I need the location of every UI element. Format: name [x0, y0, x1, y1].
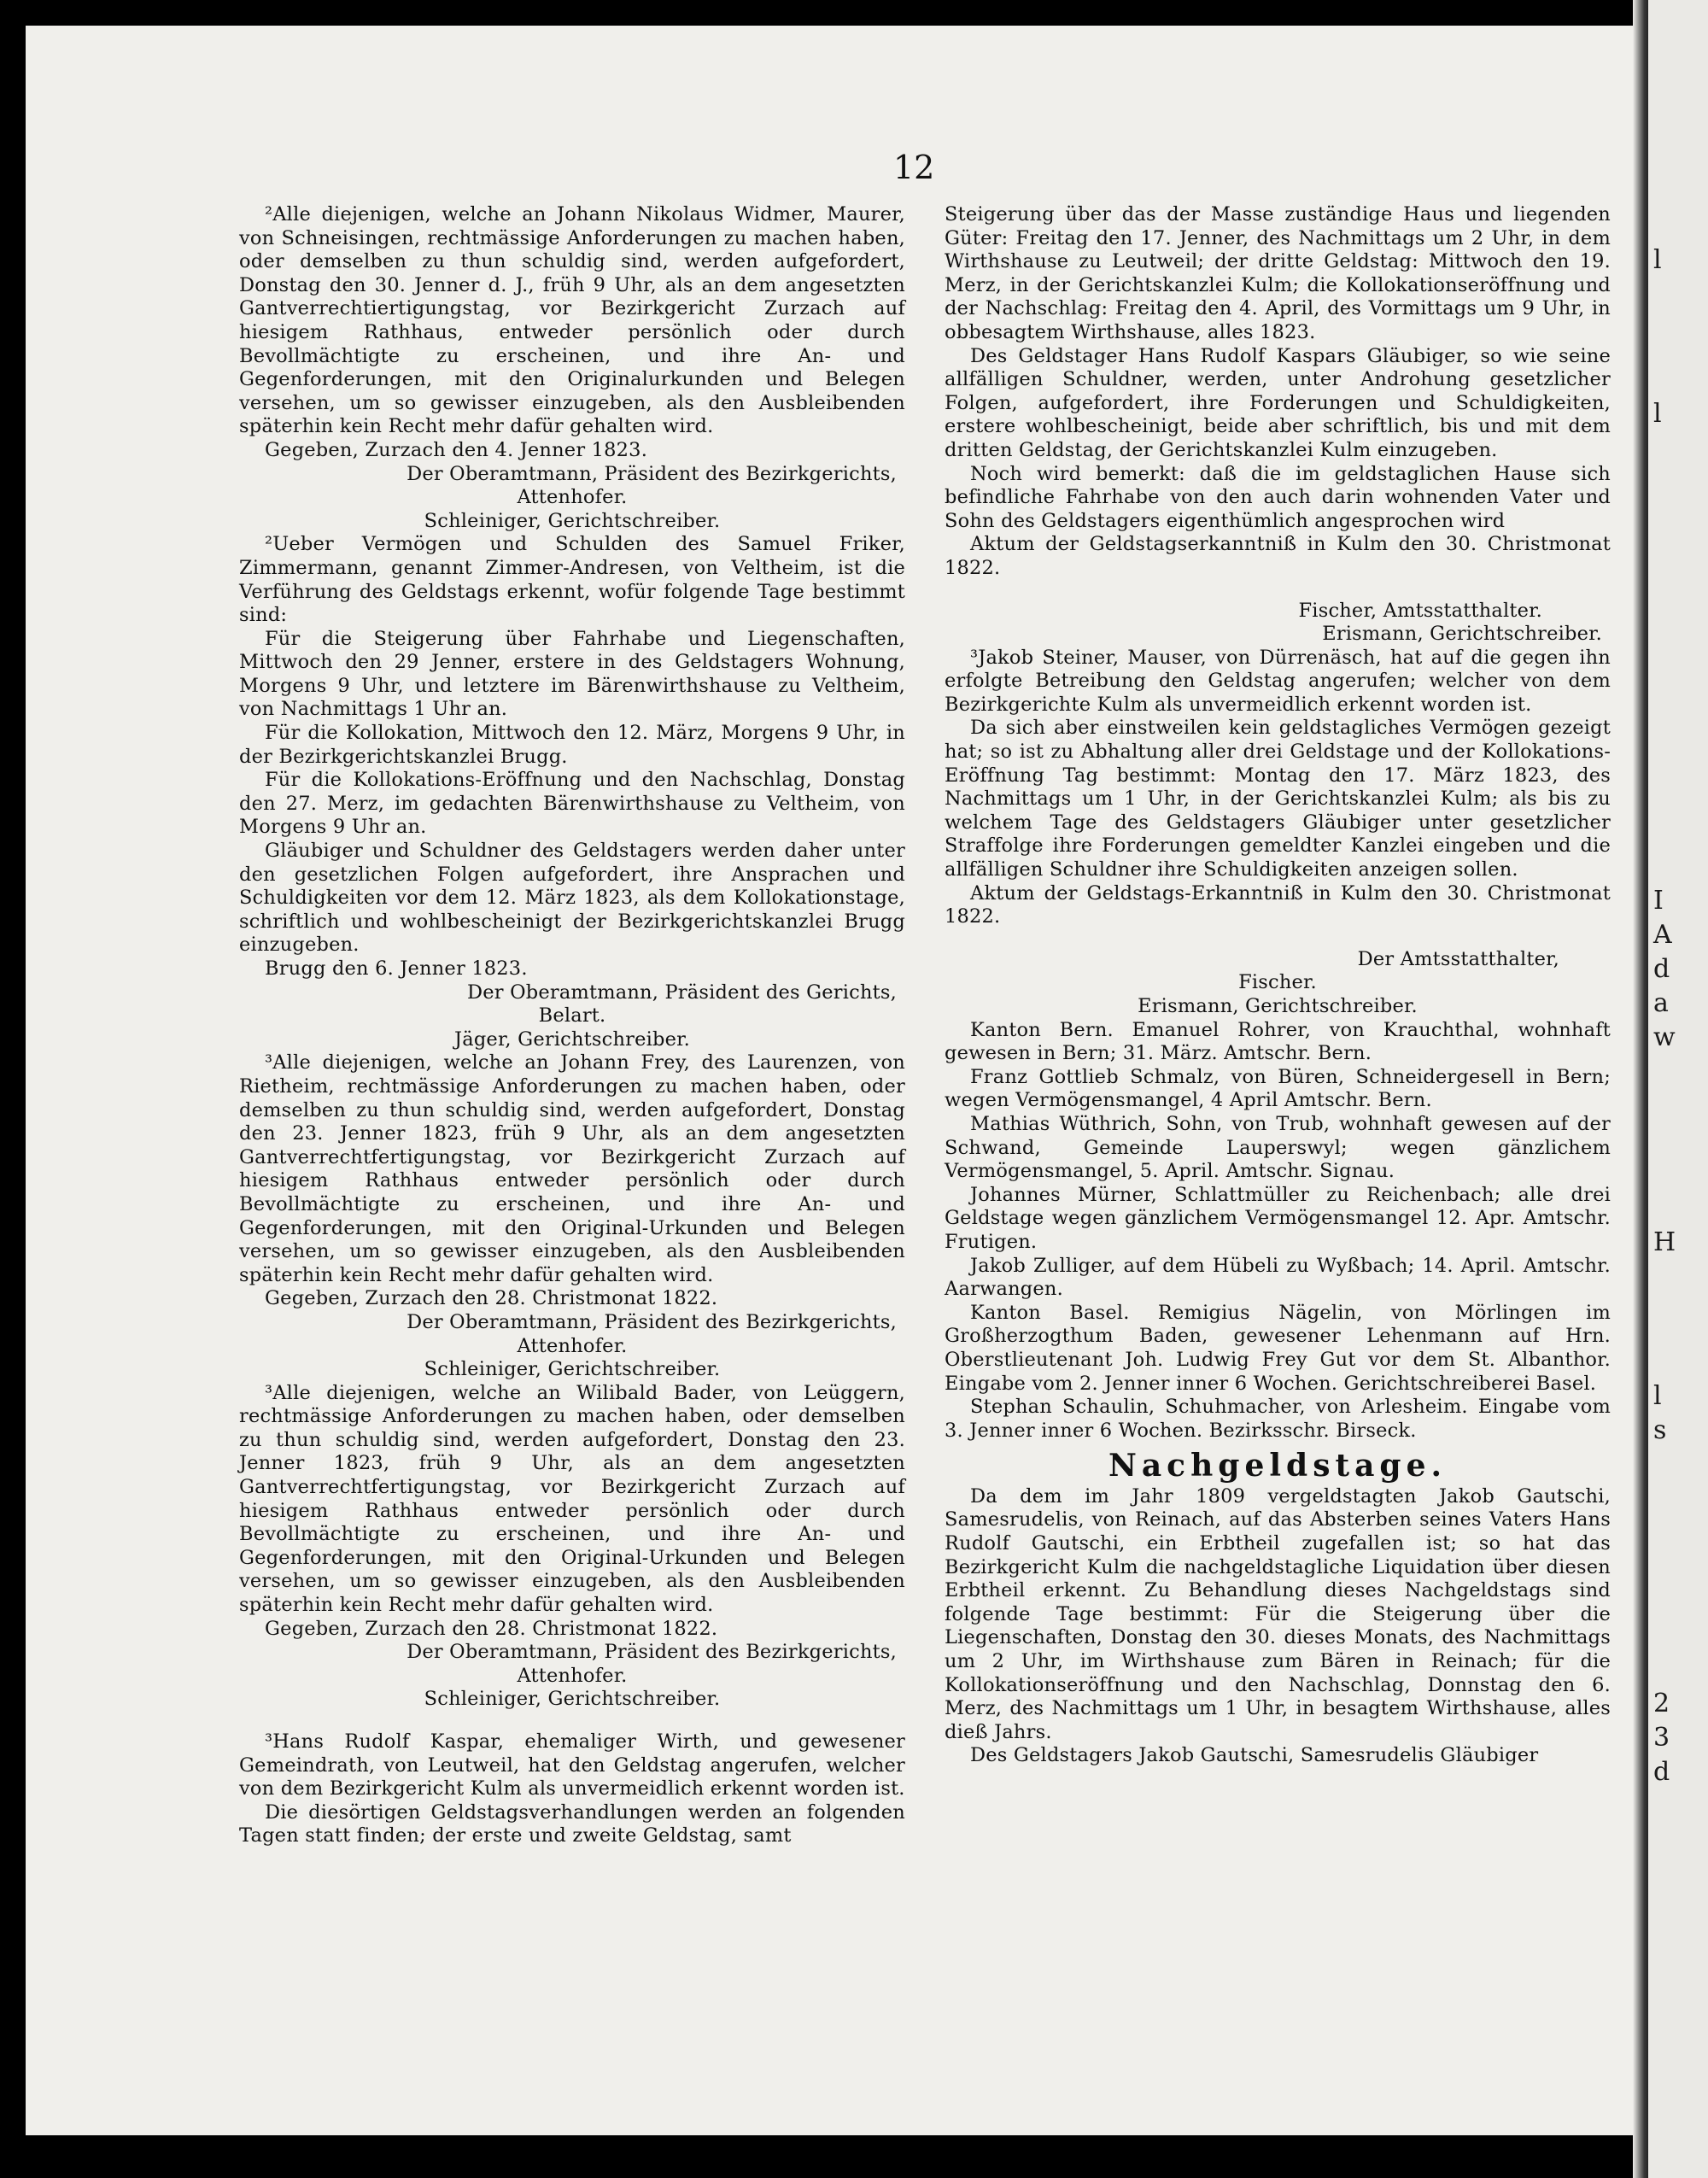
notice-friker: ²Ueber Vermögen und Schulden des Samuel Friker, Zimmermann, genannt Zimmer-Andresen, von Veltheim, ist die Verführung des Geldstags erkennt, wofür folgende Tage bestimmt sind: [239, 533, 905, 627]
signature-clerk: Schleiniger, Gerichtschreiber. [424, 1688, 721, 1711]
newspaper-page [26, 26, 1648, 2135]
notice-paragraph: Des Geldstager Hans Rudolf Kaspars Gläubiger, so wie seine allfälligen Schuldner, werden, unter Androhung gesetzlicher Folgen, aufgefordert, ihre Forderungen und Schuldigkeiten, erstere wohlbescheinigt, beide aber schriftlich, bis und mit dem dritten Geldstag, der Gerichtskanzlei Kulm einzugeben. [945, 344, 1611, 461]
signature-clerk: Schleiniger, Gerichtschreiber. [424, 1358, 721, 1381]
signature-name: Fischer, Amtsstatthalter. [1298, 599, 1542, 622]
notice-widmer: ²Alle diejenigen, welche an Johann Nikolaus Widmer, Maurer, von Schneisingen, rechtmässige Anforderungen zu machen haben, oder demselben zu thun schuldig sind, werden aufgefordert, Donstag den 30. Jenner d. J., früh 9 Uhr, als an dem angesetzten Gantverrechtiertigungstag, vor Bezirkgericht Zurzach auf hiesigem Rathhaus, entweder persönlich oder durch Bevollmächtigte zu erscheinen, und ihre An- und Gegenforderungen, mit den Originalurkunden und Belegen versehen, um so gewisser einzugeben, als den Ausbleibenden späterhin kein Recht mehr dafür gehalten wird. [239, 203, 905, 438]
signature-clerk: Schleiniger, Gerichtschreiber. [424, 509, 721, 532]
bern-entry: Kanton Bern. Emanuel Rohrer, von Krauchthal, wohnhaft gewesen in Bern; 31. März. Amtschr. Bern. [945, 1018, 1611, 1065]
notice-paragraph: Für die Kollokation, Mittwoch den 12. März, Morgens 9 Uhr, in der Bezirkgerichtskanzlei Brugg. [239, 722, 905, 768]
signature-title: Der Oberamtmann, Präsident des Bezirkgerichts, [407, 1641, 897, 1664]
notice-frey: ³Alle diejenigen, welche an Johann Frey, des Laurenzen, von Rietheim, rechtmässige Anforderungen zu machen haben, oder demselben zu thun schuldig sind, werden aufgefordert, Donstag den 23. Jenner 1823, früh 9 Uhr, als an dem angesetzten Gantverrechtfertigungstag, vor Bezirkgericht Zurzach auf hiesigem Rathhaus entweder persönlich oder durch Bevollmächtigte zu erscheinen, und ihre An- und Gegenforderungen, mit den Original-Urkunden und Belegen versehen, um so gewisser einzugeben, als den Ausbleibenden späterhin kein Recht mehr dafür gehalten wird. [239, 1051, 905, 1286]
section-heading: Nachgeldstage. [1108, 1448, 1448, 1484]
signature-name: Fischer. [1238, 971, 1317, 994]
basel-entry: Kanton Basel. Remigius Nägelin, von Mörlingen im Großherzogthum Baden, gewesener Lehenmann auf Hrn. Oberstlieutenant Joh. Ludwig Frey Gut vor dem St. Albanthor. Eingabe vom 2. Jenner inner 6 Wochen. Gerichtschreiberei Basel. [945, 1301, 1611, 1395]
notice-gautschi: Da dem im Jahr 1809 vergeldstagten Jakob Gautschi, Samesrudelis, von Reinach, auf das Absterben seines Vaters Hans Rudolf Gautschi, ein Erbtheil zugefallen ist; so hat das Bezirkgericht Kulm die nachgeldstagliche Liquidation über diesen Erbtheil erkennt. Zu Behandlung dieses Nachgeldstags sind folgende Tage bestimmt: Für die Steigerung über die Liegenschaften, Donstag den 30. dieses Monats, des Nachmittags um 2 Uhr, im Wirthshause zum Bären in Reinach; für die Kollokationseröffnung und den Nachschlag, Donnstag den 6. Merz, des Nachmittags um 1 Uhr, in besagtem Wirthshause, alles dieß Jahrs. [945, 1484, 1611, 1743]
page-number: 12 [893, 149, 935, 186]
signature-title: Der Oberamtmann, Präsident des Gerichts, [467, 981, 897, 1004]
notice-dateline: Aktum der Geldstagserkanntniß in Kulm den 30. Christmonat 1822. [945, 533, 1611, 579]
signature-title: Der Amtsstatthalter, [1357, 947, 1559, 970]
signature-clerk: Jäger, Gerichtschreiber. [454, 1028, 690, 1051]
notice-dateline: Aktum der Geldstags-Erkanntniß in Kulm den 30. Christmonat 1822. [945, 881, 1611, 928]
notice-kaspar-continued: Steigerung über das der Masse zuständige Haus und liegenden Güter: Freitag den 17. Jenner, des Nachmittags um 2 Uhr, in dem Wirthshause zu Leutweil; der dritte Geldstag: Mittwoch den 19. Merz, in der Gerichtskanzlei Kulm; die Kollokationseröffnung und der Nachschlag: Freitag den 4. April, des Vormittags um 9 Uhr, in obbesagtem Wirthshause, alles 1823. [945, 203, 1611, 343]
basel-entry: Stephan Schaulin, Schuhmacher, von Arlesheim. Eingabe vom 3. Jenner inner 6 Wochen. Bezirksschr. Birseck. [945, 1396, 1611, 1442]
signature-title: Der Oberamtmann, Präsident des Bezirkgerichts, [407, 1310, 897, 1333]
right-column [945, 203, 1611, 1768]
notice-paragraph: Für die Steigerung über Fahrhabe und Liegenschaften, Mittwoch den 29 Jenner, erstere in des Geldstagers Wohnung, Morgens 9 Uhr, und letztere im Bärenwirthshause zu Veltheim, von Nachmittags 1 Uhr an. [239, 627, 905, 721]
signature-name: Attenhofer. [517, 1334, 628, 1357]
signature-name: Belart. [538, 1004, 606, 1028]
bern-entry: Jakob Zulliger, auf dem Hübeli zu Wyßbach; 14. April. Amtschr. Aarwangen. [945, 1254, 1611, 1301]
notice-kaspar: ³Hans Rudolf Kaspar, ehemaliger Wirth, und gewesener Gemeindrath, von Leutweil, hat den Geldstag angerufen, welcher von dem Bezirkgericht Kulm als unvermeidlich erkennt worden ist. [239, 1730, 905, 1800]
notice-paragraph: Da sich aber einstweilen kein geldstagliches Vermögen gezeigt hat; so ist zu Abhaltung aller drei Geldstage und der Kollokations-Eröffnung Tag bestimmt: Montag den 17. März 1823, des Nachmittags um 1 Uhr, in der Gerichtskanzlei Kulm; als bis zu welchem Tage des Geldstagers Gläubiger unter gesetzlicher Straffolge ihre Forderungen gemeldter Kanzlei eingeben und die allfälligen Schuldner ihre Schuldigkeiten anzeigen sollen. [945, 717, 1611, 881]
notice-dateline: Gegeben, Zurzach den 28. Christmonat 1822. [265, 1617, 718, 1640]
signature-name: Attenhofer. [517, 1664, 628, 1687]
left-column [239, 203, 905, 1848]
signature-title: Der Oberamtmann, Präsident des Bezirkgerichts, [407, 462, 897, 485]
adjacent-page-edge: l l I A d a w H l s 2 3 d [1648, 0, 1708, 2178]
signature-clerk: Erismann, Gerichtschreiber. [1322, 623, 1602, 646]
signature-name: Attenhofer. [517, 486, 628, 509]
notice-paragraph: Für die Kollokations-Eröffnung und den Nachschlag, Donstag den 27. Merz, im gedachten Bärenwirthshause zu Veltheim, von Morgens 9 Uhr an. [239, 769, 905, 839]
notice-dateline: Brugg den 6. Jenner 1823. [265, 957, 528, 980]
signature-clerk: Erismann, Gerichtschreiber. [1138, 995, 1418, 1017]
notice-steiner: ³Jakob Steiner, Mauser, von Dürrenäsch, hat auf die gegen ihn erfolgte Betreibung den Geldstag angerufen; welcher von dem Bezirkgerichte Kulm als unvermeidlich erkennt worden ist. [945, 646, 1611, 716]
notice-bader: ³Alle diejenigen, welche an Wilibald Bader, von Leüggern, rechtmässige Anforderungen zu machen haben, oder demselben zu thun schuldig sind, werden aufgefordert, Donstag den 23. Jenner 1823, früh 9 Uhr, als an dem angesetzten Gantverrechtfertigungstag, vor Bezirkgericht Zurzach auf hiesigem Rathhaus entweder persönlich oder durch Bevollmächtigte zu erscheinen, und ihre An- und Gegenforderungen, mit den Original-Urkunden und Belegen versehen, um so gewisser einzugeben, als den Ausbleibenden späterhin kein Recht mehr dafür gehalten wird. [239, 1381, 905, 1617]
bern-entry: Franz Gottlieb Schmalz, von Büren, Schneidergesell in Bern; wegen Vermögensmangel, 4 April Amtschr. Bern. [945, 1065, 1611, 1112]
notice-paragraph: Noch wird bemerkt: daß die im geldstaglichen Hause sich befindliche Fahrhabe von den auch darin wohnenden Vater und Sohn des Geldstagers eigenthümlich angesprochen wird [945, 462, 1611, 532]
notice-paragraph: Gläubiger und Schuldner des Geldstagers werden daher unter den gesetzlichen Folgen aufgefordert, ihre Ansprachen und Schuldigkeiten vor dem 12. März 1823, als dem Kollokationstage, schriftlich und wohlbescheinigt der Bezirkgerichtskanzlei Brugg einzugeben. [239, 840, 905, 957]
notice-dateline: Gegeben, Zurzach den 4. Jenner 1823. [265, 438, 648, 461]
notice-dateline: Gegeben, Zurzach den 28. Christmonat 1822. [265, 1287, 718, 1310]
bern-entry: Johannes Mürner, Schlattmüller zu Reichenbach; alle drei Geldstage wegen gänzlichem Vermögensmangel 12. Apr. Amtschr. Frutigen. [945, 1183, 1611, 1253]
notice-paragraph: Des Geldstagers Jakob Gautschi, Samesrudelis Gläubiger [970, 1744, 1539, 1767]
notice-paragraph: Die diesörtigen Geldstagsverhandlungen werden an folgenden Tagen statt finden; der erste und zweite Geldstag, samt [239, 1800, 905, 1847]
bern-entry: Mathias Wüthrich, Sohn, von Trub, wohnhaft gewesen auf der Schwand, Gemeinde Lauperswyl; wegen gänzlichem Vermögensmangel, 5. April. Amtschr. Signau. [945, 1112, 1611, 1183]
